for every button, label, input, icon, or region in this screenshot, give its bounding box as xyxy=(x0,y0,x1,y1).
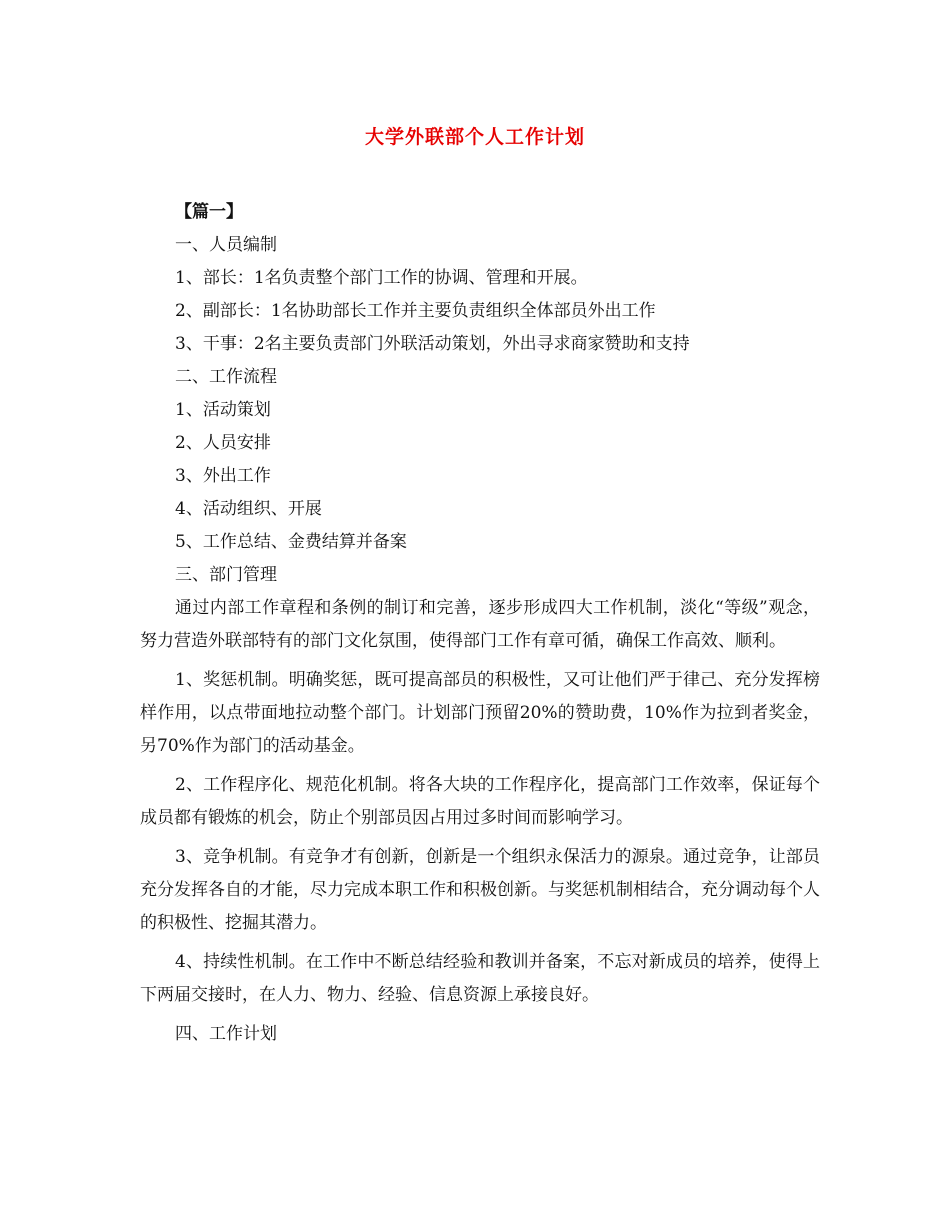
section-label: 【篇一】 xyxy=(175,202,243,222)
document-body xyxy=(140,196,820,1051)
workflow-item: 2、人员安排 xyxy=(175,433,271,453)
mechanism-paragraph: 2、工作程序化、规范化机制。将各大块的工作程序化，提高部门工作效率，保证每个成员都有锻炼的机会，防止个别部员因占用过多时间而影响学习。 xyxy=(140,775,820,828)
mechanism-paragraph: 4、持续性机制。在工作中不断总结经验和教训并备案，不忘对新成员的培养，使得上下两届交接时，在人力、物力、经验、信息资源上承接良好。 xyxy=(140,952,820,1005)
document-title: 大学外联部个人工作计划 xyxy=(364,126,585,148)
heading-management: 三、部门管理 xyxy=(175,565,277,585)
workflow-item: 5、工作总结、金费结算并备案 xyxy=(175,532,407,552)
staff-item: 3、干事：2名主要负责部门外联活动策划，外出寻求商家赞助和支持 xyxy=(175,334,690,354)
heading-work-plan: 四、工作计划 xyxy=(175,1024,277,1044)
management-intro-paragraph: 通过内部工作章程和条例的制订和完善，逐步形成四大工作机制，淡化“等级”观念，努力营造外联部特有的部门文化氛围，使得部门工作有章可循，确保工作高效、顺利。 xyxy=(140,598,820,651)
mechanism-paragraph: 3、竞争机制。有竞争才有创新，创新是一个组织永保活力的源泉。通过竞争，让部员充分发挥各自的才能，尽力完成本职工作和积极创新。与奖惩机制相结合，充分调动每个人的积极性、挖掘其潜力。 xyxy=(140,847,820,933)
workflow-item: 3、外出工作 xyxy=(175,466,271,486)
mechanism-paragraph: 1、奖惩机制。明确奖惩，既可提高部员的积极性，又可让他们严于律己、充分发挥榜样作用，以点带面地拉动整个部门。计划部门预留20%的赞助费，10%作为拉到者奖金，另70%作为部门的活动基金。 xyxy=(140,670,820,756)
workflow-item: 4、活动组织、开展 xyxy=(175,499,322,519)
workflow-item: 1、活动策划 xyxy=(175,400,271,420)
heading-workflow: 二、工作流程 xyxy=(175,367,277,387)
heading-staffing: 一、人员编制 xyxy=(175,235,277,255)
staff-item: 1、部长：1名负责整个部门工作的协调、管理和开展。 xyxy=(175,268,588,288)
staff-item: 2、副部长：1名协助部长工作并主要负责组织全体部员外出工作 xyxy=(175,301,656,321)
